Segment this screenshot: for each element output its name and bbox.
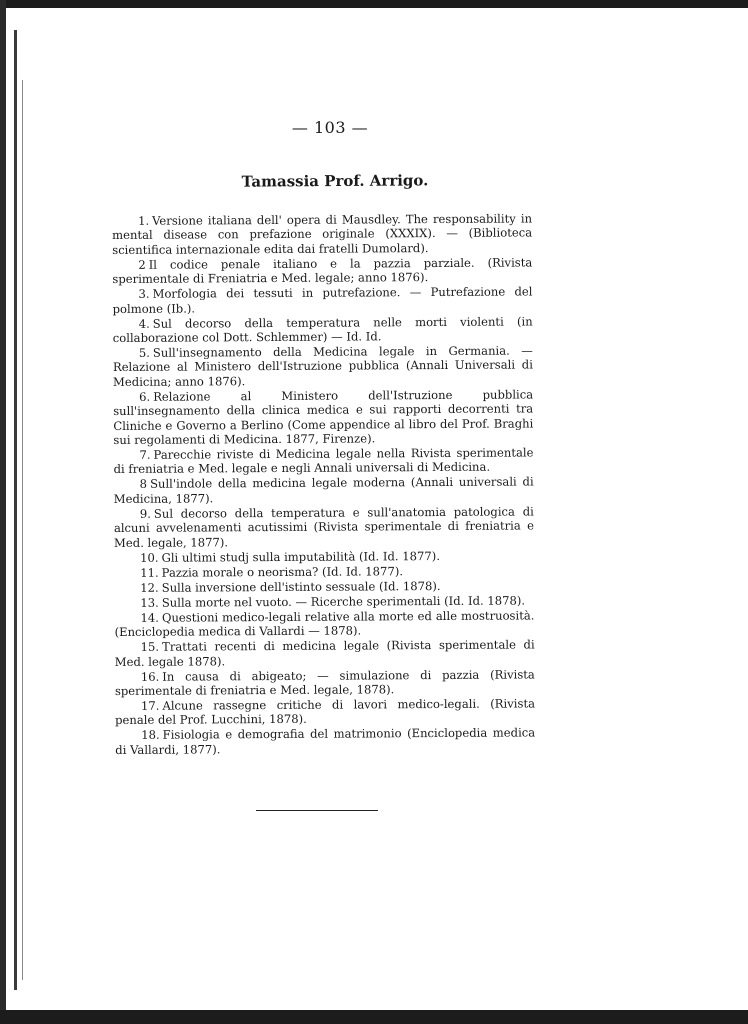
scan-border-top <box>0 0 748 8</box>
entry-number: 6. <box>139 389 151 404</box>
entry-text: Trattati recenti di medicina legale (Rivista sperimentale di Med. legale 1878). <box>114 637 535 669</box>
bibliography-entry <box>115 726 535 757</box>
entry-text: Fisiologia e demografia del matrimonio (Enciclopedia medica di Vallardi, 1877). <box>115 725 536 757</box>
bibliography-entry <box>112 285 532 316</box>
bibliography-entry <box>115 667 535 698</box>
entry-number: 11. <box>140 565 159 580</box>
entry-number: 13. <box>140 595 159 610</box>
bibliography-entry <box>115 638 535 669</box>
scan-border-bottom <box>0 1010 748 1024</box>
closing-rule <box>256 810 378 811</box>
entry-text: Alcune rassegne critiche di lavori medico-legali. (Rivista penale del Prof. Lucchini, 1878). <box>115 696 536 728</box>
scan-border-left <box>0 0 6 1024</box>
bibliography-entry <box>115 696 535 727</box>
entry-text: Il codice penale italiano e la pazzia parziale. (Rivista sperimentale di Freniatria e Med. legale; anno 1876). <box>112 255 533 287</box>
book-spine-line <box>22 80 23 980</box>
entry-text: Gli ultimi studj sulla imputabilità (Id. Id. 1877). <box>161 548 441 565</box>
entry-text: Morfologia dei tessuti in putrefazione. — Putrefazione del polmone (Ib.). <box>112 284 533 316</box>
entry-text: Versione italiana dell' opera di Mausdley. The responsability in mental disease con prefazione originale (XXXIX). — (Biblioteca scientifica internazionale edita dai fratelli Dumolard). <box>112 211 533 257</box>
entry-text: In causa di abigeato; — simulazione di pazzia (Rivista sperimentale di freniatria e Med. legale, 1878). <box>114 666 535 698</box>
entry-number: 9. <box>139 506 151 521</box>
bibliography-entry <box>113 445 533 476</box>
entry-number: 18. <box>141 728 160 743</box>
entry-text: Parecchie riviste di Medicina legale nella Rivista sperimentale di freniatria e Med. legale e negli Annali universali di Medicina. <box>113 445 534 477</box>
page-number: — 103 — <box>291 118 369 137</box>
entry-number: 4. <box>138 316 150 331</box>
entry-number: 1. <box>137 213 150 228</box>
entry-text: Sul decorso della temperatura e sull'anatomia patologica di alcuni avvelenamenti acutissimi (Rivista sperimentale di freniatria e Med. legale, 1877). <box>113 504 534 550</box>
entry-number: 14. <box>140 610 159 625</box>
entry-number: 2 <box>138 257 146 272</box>
bibliography-entry <box>114 504 534 550</box>
entry-number: 8 <box>139 477 148 492</box>
entry-text: Sul decorso della temperatura nelle morti violenti (in collaborazione col Dott. Schlemmer) — Id. Id. <box>112 314 533 346</box>
author-heading: Tamassia Prof. Arrigo. <box>241 171 429 191</box>
entry-text: Sulla inversione dell'istinto sessuale (Id. 1878). <box>161 578 441 595</box>
book-spine-shadow <box>14 30 17 990</box>
entry-text: Relazione al Ministero dell'Istruzione pubblica sull'insegnamento della clinica medica e sui rapporti decorrenti tra Cliniche e Governo a Berlino (Come appendice al libro del Prof. Braghi sui regolamenti di Medicina. 1877, Firenze). <box>113 387 534 448</box>
bibliography-entry <box>113 314 533 345</box>
entry-number: 12. <box>140 580 159 595</box>
bibliography-entry <box>112 211 532 257</box>
bibliography-list <box>112 211 535 757</box>
bibliography-entry <box>113 387 533 447</box>
entry-text: Pazzia morale o neorisma? (Id. Id. 1877). <box>161 563 404 580</box>
entry-text: Sull'insegnamento della Medicina legale in Germania. — Relazione al Ministero dell'Istruzione pubblica (Annali Universali di Medicina; anno 1876). <box>112 343 533 389</box>
entry-number: 7. <box>139 447 151 462</box>
entry-text: Sulla morte nel vuoto. — Ricerche sperimentali (Id. Id. 1878). <box>161 593 526 610</box>
bibliography-entry <box>114 608 534 639</box>
entry-number: 16. <box>140 669 160 684</box>
entry-number: 10. <box>140 550 159 565</box>
entry-number: 17. <box>140 698 160 713</box>
bibliography-entry <box>114 475 534 506</box>
entry-text: Questioni medico-legali relative alla morte ed alle mostruosità. (Enciclopedia medica di Vallardi — 1878). <box>114 608 535 640</box>
entry-number: 5. <box>138 345 150 360</box>
bibliography-entry <box>113 343 533 389</box>
entry-number: 3. <box>138 286 150 302</box>
bibliography-entry <box>112 255 532 286</box>
entry-text: Sull'indole della medicina legale moderna (Annali universali di Medicina, 1877). <box>113 474 534 506</box>
entry-number: 15. <box>140 639 160 654</box>
